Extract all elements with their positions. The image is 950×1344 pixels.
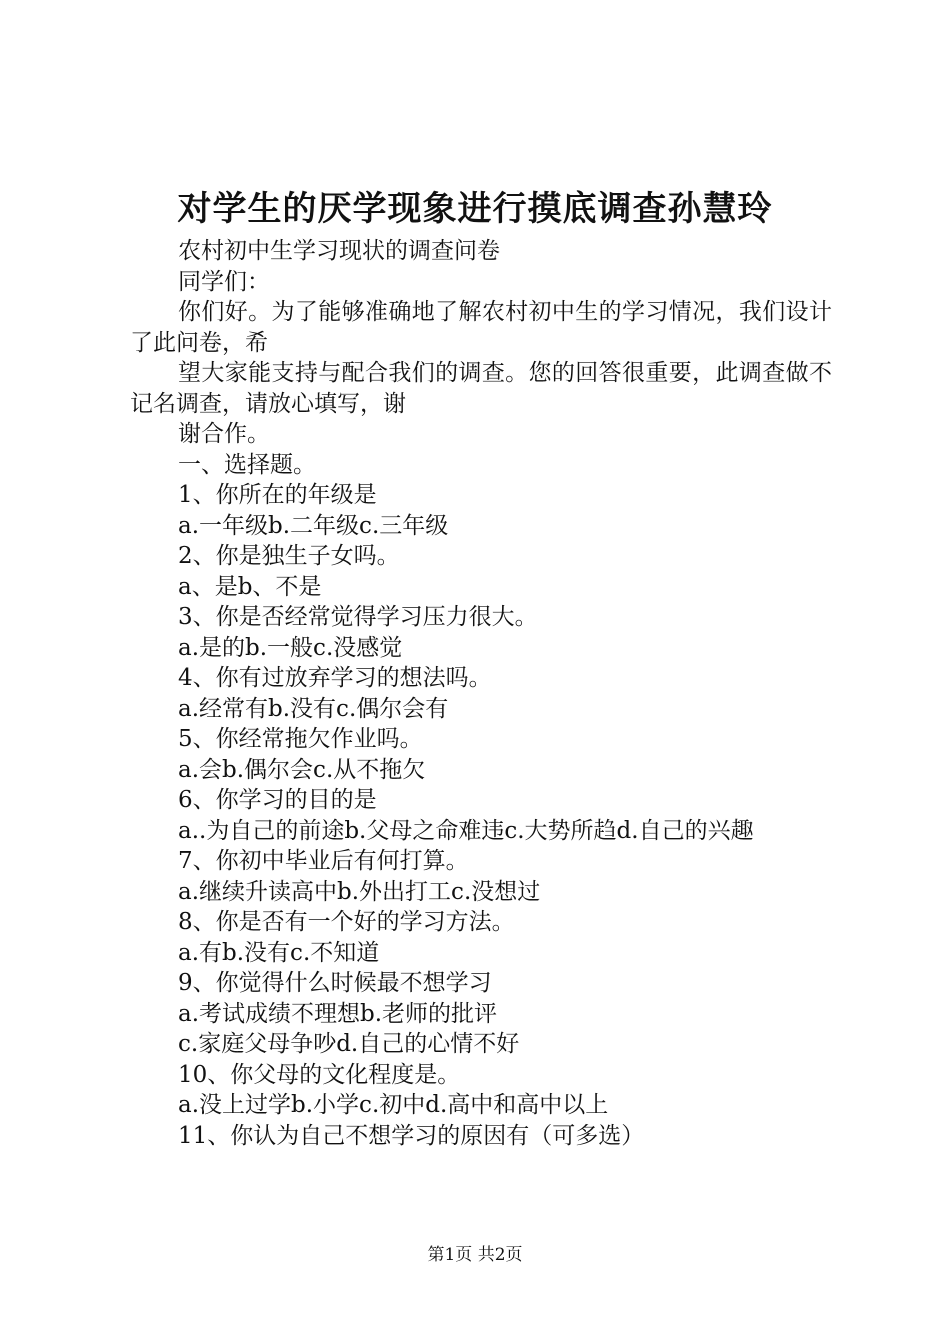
paragraph: 你们好。为了能够准确地了解农村初中生的学习情况，我们设计了此问卷，希 (130, 299, 832, 356)
answer-options: a.一年级b.二年级c.三年级 (178, 512, 449, 539)
paragraph: 同学们： (178, 268, 270, 295)
paragraph: 农村初中生学习现状的调查问卷 (178, 238, 500, 264)
question: 4、你有过放弃学习的想法吗。 (178, 665, 492, 691)
question: 8、你是否有一个好的学习方法。 (178, 909, 515, 935)
question: 5、你经常拖欠作业吗。 (178, 726, 423, 752)
question: 11、你认为自己不想学习的原因有（可多选） (178, 1122, 645, 1149)
paragraph: 谢合作。 (178, 421, 270, 447)
answer-options: a.考试成绩不理想b.老师的批评 (178, 1000, 498, 1027)
document-title: 对学生的厌学现象进行摸底调查孙慧玲 (177, 189, 773, 229)
page-number-footer: 第1页 共2页 (427, 1245, 523, 1265)
question: 7、你初中毕业后有何打算。 (178, 848, 469, 874)
answer-options: a..为自己的前途b.父母之命难违c.大势所趋d.自己的兴趣 (178, 817, 754, 844)
section-heading: 一、选择题。 (178, 451, 316, 478)
answer-options: a.是的b.一般c.没感觉 (178, 634, 403, 661)
document-body (130, 236, 832, 1151)
paragraph: 望大家能支持与配合我们的调查。您的回答很重要，此调查做不记名调查，请放心填写，谢 (130, 360, 832, 417)
answer-options: a.经常有b.没有c.偶尔会有 (178, 695, 449, 722)
answer-options: a.没上过学b.小学c.初中d.高中和高中以上 (178, 1092, 609, 1118)
question: 6、你学习的目的是 (178, 787, 377, 813)
answer-options: c.家庭父母争吵d.自己的心情不好 (178, 1031, 520, 1057)
question: 9、你觉得什么时候最不想学习 (178, 970, 492, 996)
question: 3、你是否经常觉得学习压力很大。 (178, 604, 538, 630)
answer-options: a.继续升读高中b.外出打工c.没想过 (178, 878, 541, 905)
question: 1、你所在的年级是 (178, 482, 377, 508)
answer-options: a.有b.没有c.不知道 (178, 939, 380, 966)
question: 10、你父母的文化程度是。 (178, 1061, 461, 1088)
question: 2、你是独生子女吗。 (178, 543, 400, 569)
answer-options: a.会b.偶尔会c.从不拖欠 (178, 756, 426, 783)
answer-options: a、是b、不是 (178, 573, 322, 600)
